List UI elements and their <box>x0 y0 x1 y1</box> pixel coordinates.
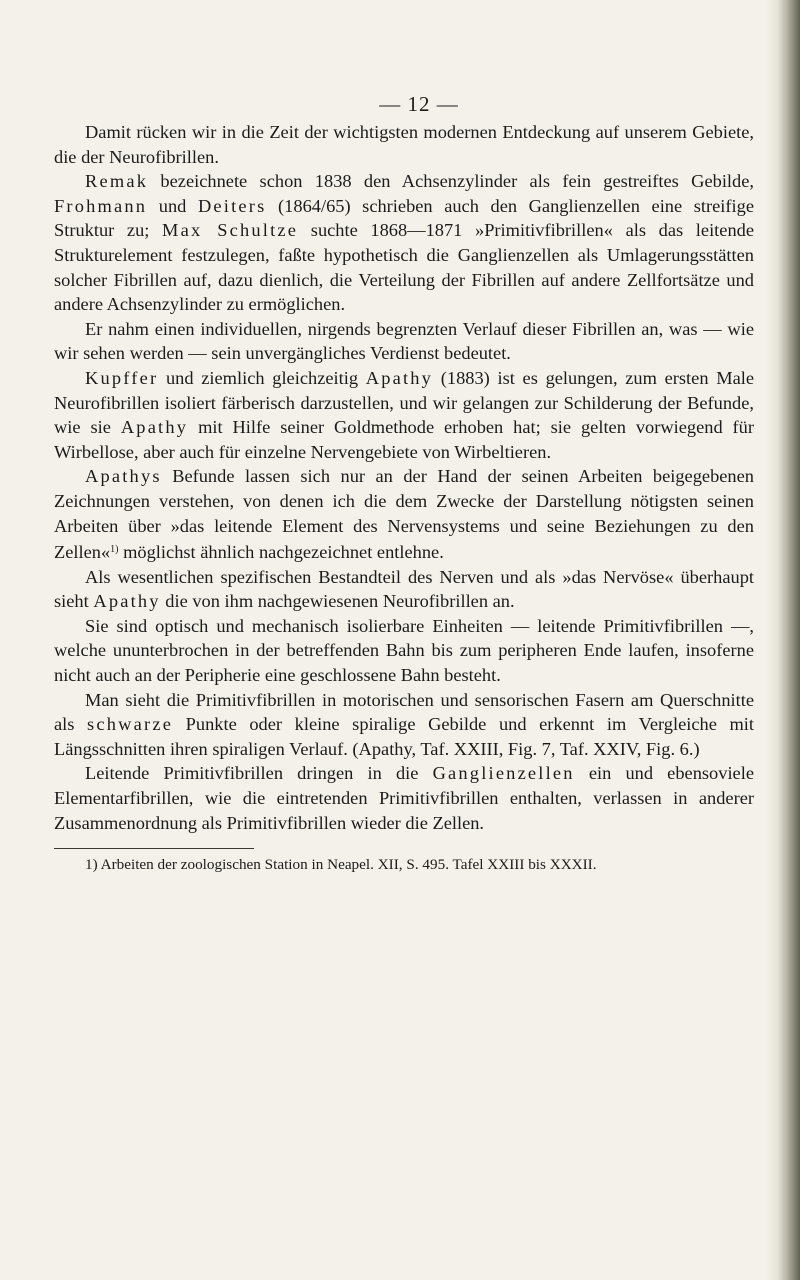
footnote <box>54 855 754 875</box>
footnote-marker: 1) <box>85 856 98 874</box>
paragraph-8: Man sieht die Primitivfibrillen in motorischen und sensorischen Fasern am Querschnitte als schwarze Punkte oder kleine spiralige Gebilde und erkennt im Vergleiche mit Längsschnitten ihren spiraligen Verlauf. (Apathy, Taf. XXIII, Fig. 7, Taf. XXIV, Fig. 6.) <box>54 689 754 759</box>
author-name: Frohmann <box>54 195 148 216</box>
paragraph-5: Apathys Befunde lassen sich nur an der Hand der seinen Arbeiten beigegebenen Zeichnungen verstehen, von denen ich die dem Zwecke der Darstellung nötigsten seinen Arbeiten über »das leitende Element des Nervensystems und seine Beziehungen zu den Zellen«$^{1)}$ möglichst ähnlich nachgezeichnet entlehne. <box>54 466 754 563</box>
emphasis: Ganglienzellen <box>432 763 575 784</box>
paragraph-6: Als wesentlichen spezifischen Bestandteil des Nerven und als »das Nervöse« überhaupt sieht Apathy die von ihm nachgewiesenen Neurofibrillen an. <box>54 566 754 612</box>
author-name: Apathy <box>365 367 434 388</box>
author-name: Apathy <box>120 417 189 438</box>
footnote-reference: 1) <box>110 544 119 556</box>
page-number: — 12 — <box>379 92 459 116</box>
book-page <box>54 90 754 875</box>
emphasis: schwarze <box>87 714 174 735</box>
paragraph-1 <box>54 120 754 169</box>
paragraph-4: Kupffer und ziemlich gleichzeitig Apathy (1883) ist es gelungen, zum ersten Male Neurofibrillen isoliert färberisch darzustellen, und wir gelangen zur Schilderung der Befunde, wie sie Apathy mit Hilfe seiner Goldmethode erhoben hat; sie gelten vorwiegend für Wirbellose, aber auch für einzelne Nervengebiete von Wirbeltieren. <box>54 367 755 462</box>
paragraph-9: Leitende Primitivfibrillen dringen in die Ganglienzellen ein und ebensoviele Elementarfibrillen, wie die eintretenden Primitivfibrillen enthalten, verlassen in anderer Zusammenordnung als Primitivfibrillen wieder die Zellen. <box>54 763 754 833</box>
paragraph-7: Sie sind optisch und mechanisch isolierbare Einheiten — leitende Primitivfibrillen —, welche ununterbrochen in der betreffenden Bahn bis zum peripheren Ende laufen, insoferne nicht auch an der Peripherie eine geschlossene Bahn besteht. <box>54 615 754 686</box>
footnote-divider <box>54 848 254 849</box>
author-name: Deiters <box>197 195 267 216</box>
paragraph-2: Remak bezeichnete schon 1838 den Achsenzylinder als fein gestreiftes Gebilde, Frohmann und Deiters (1864/65) schrieben auch den Ganglienzellen eine streifige Struktur zu; Max Schultze suchte 1868—1871 »Primitivfibrillen« als das leitende Strukturelement festzulegen, faßte hypothetisch die Ganglienzellen als Umlagerungsstätten solcher Fibrillen auf, dazu dienlich, die Verteilung der Fibrillen auf andere Zellfortsätze und andere Achsenzylinder zu ermöglichen. <box>54 171 755 315</box>
author-name: Apathy <box>93 591 161 612</box>
body-text <box>54 120 754 835</box>
page-edge-shadow <box>766 0 800 1280</box>
author-name: Apathys <box>85 466 162 487</box>
paragraph-3: Er nahm einen individuellen, nirgends begrenzten Verlauf dieser Fibrillen an, was — wie wir sehen werden — sein unvergängliches Verdienst bedeutet. <box>54 318 754 364</box>
footnote-text: Arbeiten der zoologischen Station in Neapel. XII, S. 495. Tafel XXIII bis XXXII. <box>97 856 597 874</box>
author-name: Remak <box>85 171 149 192</box>
paragraph-1-text: Damit rücken wir in die Zeit der wichtigsten modernen Entdeckung auf unserem Gebiete, die der Neurofibrillen. <box>54 122 754 167</box>
author-name: Max Schultze <box>162 220 299 241</box>
author-name: Kupffer <box>85 367 159 388</box>
